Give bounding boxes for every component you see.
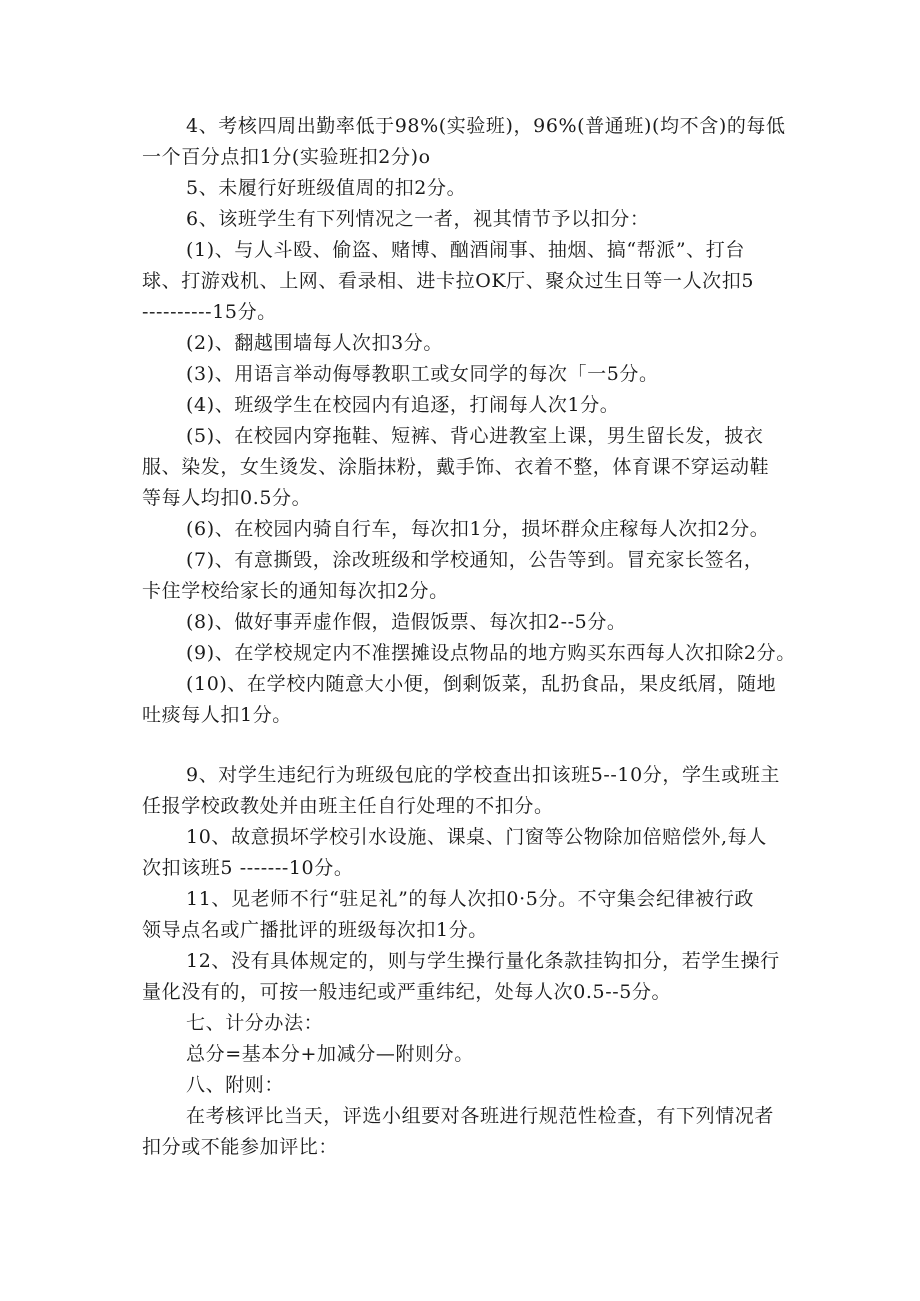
text-line: (5)、在校园内穿拖鞋、短裤、背心进教室上课，男生留长发，披衣 [186,425,764,447]
text-line: 扣分或不能参加评比： [142,1136,339,1158]
text-line: (4)、班级学生在校园内有追逐，打闹每人次1分。 [186,394,620,416]
text-line: 七、计分办法： [186,1012,324,1034]
text-line: (9)、在学校规定内不准摆摊设点物品的地方购买东西每人次扣除2分。 [186,642,796,664]
text-line: (1)、与人斗殴、偷盗、赌博、酗酒闹事、抽烟、搞“帮派”、打台 [186,239,745,261]
sub-item-7 [142,545,792,607]
text-line: 总分=基本分+加减分—附则分。 [186,1043,474,1065]
paragraph-item-12 [142,946,792,1008]
score-formula [142,1039,792,1070]
section-heading-8 [142,1070,792,1101]
text-line: 4、考核四周出勤率低于98%(实验班)，96%(普通班)(均不含)的每低 [186,115,786,137]
text-line: 领导点名或广播批评的班级每次扣1分。 [142,919,488,941]
text-line: 10、故意损坏学校引水设施、课桌、门窗等公物除加倍赔偿外,每人 [186,826,767,848]
text-line: (2)、翻越围墙每人次扣3分。 [186,332,444,354]
text-line: 一个百分点扣1分(实验班扣2分)o [142,146,431,168]
text-line: (3)、用语言举动侮辱教职工或女同学的每次「一5分。 [186,363,659,385]
paragraph-item-11 [142,884,792,946]
paragraph-item-10 [142,822,792,884]
text-line: 次扣该班5 -------10分。 [142,857,354,879]
text-line: (10)、在学校内随意大小便，倒剩饭菜，乱扔食品，果皮纸屑，随地 [186,673,777,695]
text-line: 在考核评比当天，评选小组要对各班进行规范性检查，有下列情况者 [186,1105,775,1127]
text-line: ----------15分。 [142,301,277,323]
sub-item-6 [142,514,792,545]
text-line: 八、附则： [186,1074,285,1096]
text-line: 5、未履行好班级值周的扣2分。 [186,177,467,199]
sub-item-3 [142,359,792,390]
paragraph-item-4 [142,111,792,173]
text-line: 量化没有的，可按一般违纪或严重纬纪，处每人次0.5--5分。 [142,981,672,1003]
text-line: 6、该班学生有下列情况之一者，视其情节予以扣分： [186,208,650,230]
text-line: (6)、在校园内骑自行车，每次扣1分，损坏群众庄稼每人次扣2分。 [186,518,770,540]
text-line: 等每人均扣0.5分。 [142,487,312,509]
sub-item-10 [142,669,792,731]
sub-item-1 [142,235,792,328]
text-line: 任报学校政教处并由班主任自行处理的不扣分。 [142,795,554,817]
text-line: 服、染发，女生烫发、涂脂抹粉，戴手饰、衣着不整，体育课不穿运动鞋 [142,456,770,478]
text-line: 9、对学生违纪行为班级包庇的学校查出扣该班5--10分，学生或班主 [186,764,780,786]
text-line: 吐痰每人扣1分。 [142,704,292,726]
section-8-body [142,1101,792,1163]
sub-item-8 [142,607,792,638]
text-line: 球、打游戏机、上网、看录相、进卡拉OK厅、聚众过生日等一人次扣5 [142,270,755,292]
section-heading-7 [142,1008,792,1039]
paragraph-item-5 [142,173,792,204]
sub-item-2 [142,328,792,359]
text-line: 12、没有具体规定的，则与学生操行量化条款挂钩扣分，若学生操行 [186,950,780,972]
sub-item-5 [142,421,792,514]
text-line: (7)、有意撕毁，涂改班级和学校通知，公告等到。冒充家长签名， [186,549,764,571]
text-line: 卡住学校给家长的通知每次扣2分。 [142,580,449,602]
text-line: (8)、做好事弄虚作假，造假饭票、每次扣2--5分。 [186,611,627,633]
paragraph-item-6 [142,204,792,235]
paragraph-item-9 [142,760,792,822]
sub-item-9 [142,638,796,669]
text-line: 11、见老师不行“驻足礼”的每人次扣0·5分。不守集会纪律被行政 [186,888,755,910]
sub-item-4 [142,390,792,421]
